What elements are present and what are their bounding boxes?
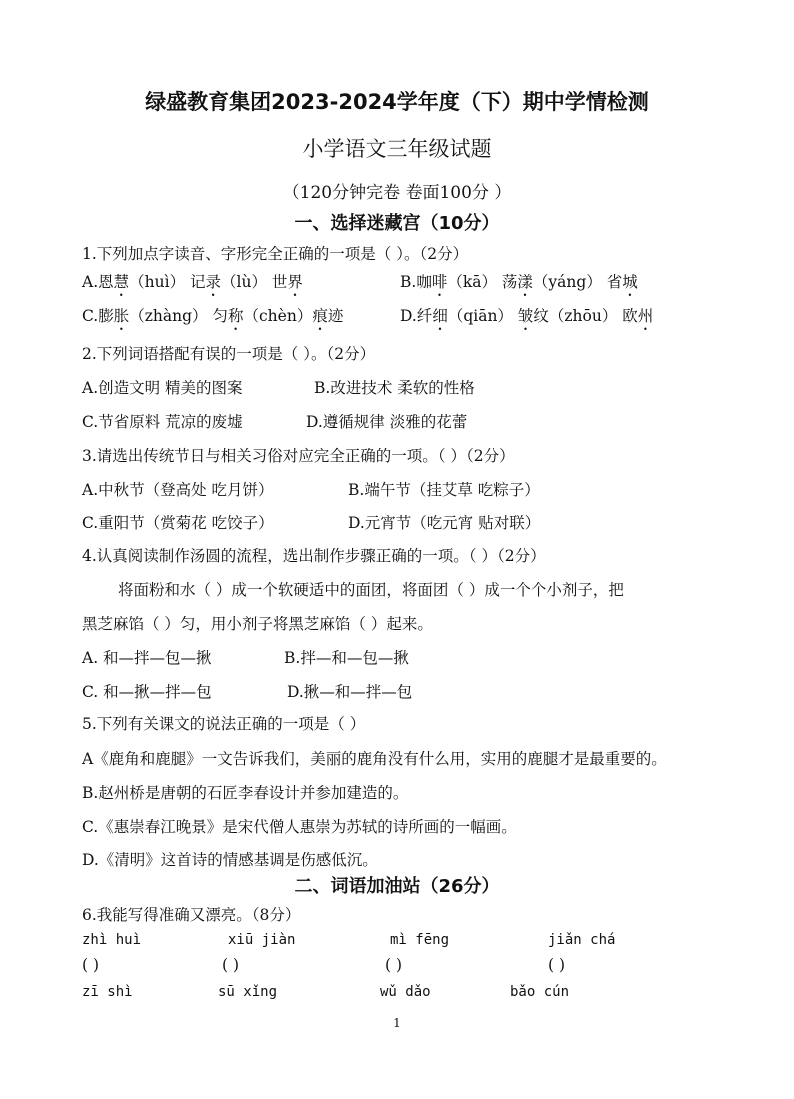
q4-option-d: D.揪—和—拌—包 [287,683,413,701]
q4-passage-line1: 将面粉和水（ ）成一个软硬适中的面团，将面团（ ）成一个个小剂子，把 [118,581,624,599]
q5-stem: 5.下列有关课文的说法正确的一项是（ ） [82,715,366,733]
q4-option-c: C. 和—揪—拌—包 [82,683,212,701]
q1-stem: 1.下列加点字读音、字形完全正确的一项是（ ）。（2分） [82,245,469,263]
q4-option-b: B.拌—和—包—揪 [284,649,409,667]
section-1-heading: 一、选择迷藏宫（10分） [294,213,500,234]
q2-option-a: A.创造文明 精美的图案 [82,379,243,397]
q5-option-b: B.赵州桥是唐朝的石匠李春设计并参加建造的。 [82,784,409,802]
exam-info: （120分钟完卷 卷面100分 ） [282,183,512,203]
exam-title: 绿盛教育集团2023-2024学年度（下）期中学情检测 [145,90,649,114]
q1-option-d: D.纤细（qiān） 皱纹（zhōu） 欧州 [400,307,654,325]
q6-pinyin-1: zhì huì [82,932,142,948]
q4-option-a: A. 和—拌—包—揪 [82,649,212,667]
q4-stem: 4.认真阅读制作汤圆的流程，选出制作步骤正确的一项。（ ）（2分） [82,547,546,565]
q6-stem: 6.我能写得准确又漂亮。（8分） [82,906,301,924]
q3-stem: 3.请选出传统节日与相关习俗对应完全正确的一项。（ ）（2分） [82,447,515,465]
section-2-heading: 二、词语加油站（26分） [294,876,500,897]
q6-pinyin-6: sū xǐng [218,984,278,1000]
q2-option-d: D.遵循规律 淡雅的花蕾 [306,413,468,431]
q6-answer-blank-4[interactable]: ( ) [548,956,566,974]
q5-option-d: D.《清明》这首诗的情感基调是伤感低沉。 [82,851,378,869]
q5-option-c: C.《惠崇春江晚景》是宋代僧人惠崇为苏轼的诗所画的一幅画。 [82,818,517,836]
q6-pinyin-2: xiū jiàn [228,932,296,948]
q6-pinyin-8: bǎo cún [510,984,570,1000]
q3-option-d: D.元宵节（吃元宵 贴对联） [348,514,541,532]
q6-answer-blank-3[interactable]: ( ) [385,956,403,974]
page-number: 1 [393,1016,401,1030]
q2-stem: 2.下列词语搭配有误的一项是（ ）。（2分） [82,345,376,363]
q6-pinyin-4: jiǎn chá [548,932,616,948]
q2-option-c: C.节省原料 荒凉的废墟 [82,413,243,431]
q1-option-c: C.膨胀（zhàng） 匀称（chèn）痕迹 [82,307,344,325]
q1-option-a: A.恩慧（huì） 记录（lù） 世界 [82,273,303,291]
q6-pinyin-3: mì fēng [390,932,450,948]
q4-passage-line2: 黑芝麻馅（ ）匀，用小剂子将黑芝麻馅（ ）起来。 [82,615,433,633]
q6-answer-blank-1[interactable]: ( ) [82,956,100,974]
q1-option-b: B.咖啡（kā） 荡漾（yáng） 省城 [400,273,638,291]
q2-option-b: B.改进技术 柔软的性格 [314,379,475,397]
q3-option-c: C.重阳节（赏菊花 吃饺子） [82,514,274,532]
q3-option-a: A.中秋节（登高处 吃月饼） [82,481,274,499]
q6-answer-blank-2[interactable]: ( ) [222,956,240,974]
q6-pinyin-5: zī shì [82,984,133,1000]
exam-subtitle: 小学语文三年级试题 [302,137,492,161]
q6-pinyin-7: wǔ dǎo [380,984,431,1000]
q5-option-a: A《鹿角和鹿腿》一文告诉我们，美丽的鹿角没有什么用，实用的鹿腿才是最重要的。 [82,750,667,768]
q3-option-b: B.端午节（挂艾草 吃粽子） [348,481,540,499]
